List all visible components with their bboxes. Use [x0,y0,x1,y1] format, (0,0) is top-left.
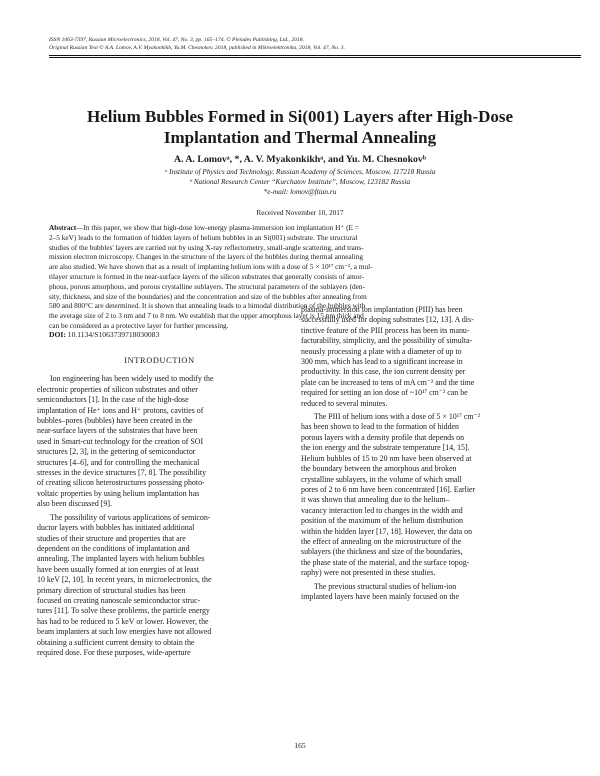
journal-header-line-1: ISSN 1063-7397, Russian Microelectronics, 2018, Vol. 47, No. 3, pp. 165–174. © Pleiades Publishing, Ltd., 2018. [49,37,304,43]
paragraph-line: The possibility of various applications of semicon- [50,512,211,522]
paragraph-line: dependent on the conditions of implantation and [37,543,190,553]
paragraph [37,374,282,509]
paragraph-line: pores of 2 to 6 nm have been concentrated [16]. Earlier [301,484,476,494]
abstract-line: studies of the bubbles' layers are carried out by using X-ray reflectometry, small-angle scattering, and trans- [49,242,364,252]
paragraph-line: primary direction of structural studies has been [37,585,186,595]
paragraph [301,582,546,603]
paragraph-line: sublayers (the thickness and size of the boundaries, [301,547,463,557]
paragraph [37,513,282,659]
paragraph-line: crystalline sublayers, in the volume of which small [301,474,462,484]
paragraph-line: position of the maximum of the helium distribution [301,516,463,526]
paragraph-line: electronic properties of silicon substrates and other [37,384,198,394]
abstract-line: tilayer structure is formed in the near-surface layers of the silicon substrates that generally consists of amor- [49,271,364,281]
paragraph-line: used in Smart-cut technology for the creation of SOI [37,436,204,446]
paragraph-line: annealing. The implanted layers with helium bubbles [37,554,205,564]
paragraph-line: plasma-immersion ion implantation (PIII) has been [301,305,463,314]
paragraph-line: implanted layers have been mainly focused on the [301,591,459,601]
paragraph-line: 300 mm, which has lead to a significant increase in [301,357,463,367]
journal-header-line-2: Original Russian Text © A.A. Lomov, A.V. Myakonkikh, Yu.M. Chesnokov, 2018, published in Mikroelektronika, 2018, Vol. 47, No. 3. [49,44,345,51]
paragraph-line: neously processing a plate with a diameter of up to [301,346,462,356]
paragraph-line: tinctive feature of the PIII process has been its manu- [301,325,470,335]
doi-link[interactable]: 10.1134/S1063739718030083 [67,330,160,339]
left-column [37,356,282,658]
paragraph-line: successfully used for doping substrates [12, 13]. A dis- [301,315,474,325]
paragraph [301,305,546,409]
title-line-2: Implantation and Thermal Annealing [163,128,437,147]
paragraph-line: structures [4–6], and for controlling the mechanical [37,457,200,467]
abstract-line: mission electron microscopy. Changes in the structure of the layers of the bubbles during thermal annealing [49,252,364,262]
paragraph-line: the phase state of the material, and the surface topog- [301,557,470,567]
paragraph-line: studies of their structure and properties that are [37,533,186,543]
doi-label: DOI: [49,330,66,339]
paragraph-line: implantation of He⁺ ions and H⁺ protons, cavities of [37,405,204,415]
abstract-line [49,223,568,233]
paragraph-line: stresses in the device structures [7, 8]. The possibility [37,468,207,478]
title-line-1: Helium Bubbles Formed in Si(001) Layers after High-Dose [86,107,514,126]
paragraph-line: raphy) were not presented in these studies. [301,568,436,578]
paragraph-line: required for setting an ion dose of ~10¹⁷ cm⁻² can be [301,388,468,398]
paragraph-line: the ion energy and the substrate temperature [14, 15]. [301,443,470,453]
doi [49,330,159,339]
received-date [40,208,560,217]
paragraph-line: tures [11]. To solve these problems, the particle energy [37,606,210,616]
abstract-line: phous, porous amorphous, and porous crystalline sublayers. The structural parameters of the sublayers (den- [49,281,365,291]
paragraph-line: within the hidden layer [17, 18]. However, the data on [301,526,473,536]
affiliation-b: ᵇ National Research Center “Kurchatov Institute”, Moscow, 123182 Russia [189,177,411,186]
paragraph-line: has had to be reduced to 5 keV or lower. However, the [37,616,209,626]
paragraph-line: structures [2, 3], in the gettering of semiconductor [37,447,196,457]
paragraph-line: beam implanters at such low energies have not allowed [37,627,212,637]
abstract-line: sity, thickness, and size of the boundaries) and the concentration and size of the bubbles after annealing from [49,291,367,301]
affiliations [40,167,560,197]
paragraph-line: the effect of annealing on the microstructure of the [301,536,462,546]
section-heading-introduction: INTRODUCTION [124,356,195,365]
paragraph-line: has been shown to lead to the formation of hidden [301,422,459,432]
received-text: Received November 10, 2017 [256,208,344,217]
paragraph-line: have been usually formed at ion energies of at least [37,564,199,574]
paragraph-line: the boundary between the amorphous and broken [301,464,457,474]
paragraph-line: The PIII of helium ions with a dose of 5 × 10¹⁷ cm⁻² [314,412,480,422]
journal-header [49,37,569,52]
paragraph-line: plate can be increased to tens of mA cm⁻² and the time [301,377,475,387]
paragraph-line: porous layers with a density profile that depends on [301,432,465,442]
paragraph-line: obtaining a sufficient current density to obtain the [37,637,195,647]
paragraph-line: required dose. For these purposes, wide-aperture [37,647,191,657]
abstract-line: 580 and 800°C are determined. It is shown that annealing leads to a bimodal distribution of the bubbles with [49,301,366,311]
paragraph-line: vacancy interaction led to changes in the width and [301,505,463,515]
paper-title [40,106,560,148]
affiliation-a: ᵃ Institute of Physics and Technology, Russian Academy of Sciences, Moscow, 117218 Russia [164,167,436,176]
abstract-line: 2–5 keV) leads to the formation of hidden layers of helium bubbles in an Si(001) substrate. The structural [49,232,358,242]
header-rule-bottom [49,57,581,58]
abstract-label: Abstract [49,223,77,232]
paragraph-line: also been discussed [9]. [37,499,112,509]
abstract-text: —In this paper, we show that high-dose low-energy plasma-immersion ion implantation H⁺ (E = [76,223,359,232]
paragraph-line: focused on creating nanoscale semiconductor struc- [37,595,201,605]
paragraph-line: The previous structural studies of helium-ion [314,581,457,591]
paragraph-line: Ion engineering has been widely used to modify the [50,374,214,384]
paragraph-line: Helium bubbles of 15 to 20 nm have been observed at [301,453,472,463]
abstract-line: are also studied. We have shown that as a result of implanting helium ions with a dose of 5 × 10¹⁷ cm⁻², a mul- [49,262,373,272]
paragraph-line: it was shown that annealing due to the helium– [301,495,450,505]
paragraph-line: voltaic properties by using helium implantation has [37,488,200,498]
paragraph-line: near-surface layers of the substrates that have been [37,426,198,436]
paragraph-line: semiconductors [1]. In the case of the high-dose [37,395,189,405]
paragraph-line: reduced to several minutes. [301,398,388,408]
paragraph-line: productivity. In this case, the ion current density per [301,367,466,377]
page-number: 165 [294,741,306,750]
paragraph-line: 10 keV [2, 10]. In recent years, in microelectronics, the [37,575,212,585]
paragraph-line: facturability, simplicity, and the possibility of simulta- [301,336,473,346]
right-column [301,305,546,602]
paragraph-line: of creating silicon heterostructures possessing photo- [37,478,205,488]
header-rule-top [49,55,581,56]
paragraph-line: bubbles–pores (bubbles) have been created in the [37,416,193,426]
abstract-line: the average size of 2 to 3 nm and 7 to 8 nm. We establish that the upper amorphous layer is 15 nm thick and [49,311,364,321]
abstract-line: can be considered as a protective layer for further processing. [49,320,229,330]
contact-email: *e-mail: lomov@ftian.ru [263,187,337,196]
author-list: A. A. Lomovᵃ, *, A. V. Myakonkikhᵃ, and Yu. M. Chesnokovᵇ [174,154,426,165]
paragraph [301,412,546,579]
paragraph-line: ductor layers with bubbles has initiated additional [37,523,195,533]
